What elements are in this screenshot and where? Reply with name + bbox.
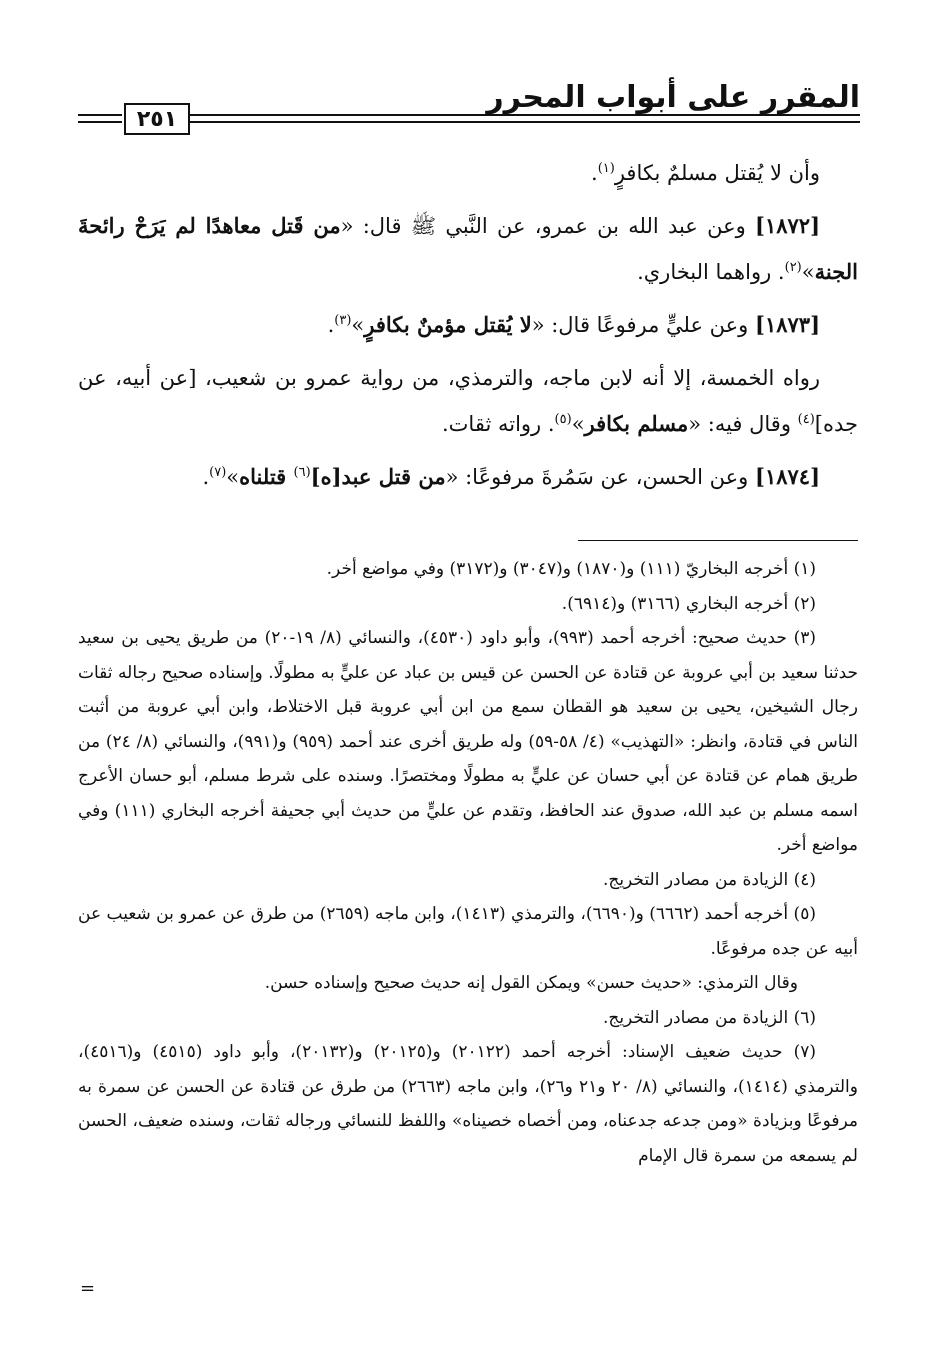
footnote: (١) أخرجه البخاريّ (١١١) و(١٨٧٠) و(٣٠٤٧) و(٣١٧٢) وفي مواضع أخر. xyxy=(326,559,816,579)
footnote: (٢) أخرجه البخاري (٣١٦٦) و(٦٩١٤). xyxy=(561,593,816,614)
text: وقال فيه: « xyxy=(688,412,798,436)
header-rule xyxy=(190,114,860,116)
paragraph xyxy=(78,355,858,447)
footnote-ref[interactable]: (٣) xyxy=(334,313,352,328)
hadith-number: [١٨٧٤] xyxy=(755,464,820,489)
hadith-1873 xyxy=(78,302,858,348)
hadith-quote: قتلناه xyxy=(239,464,294,489)
hadith-1874 xyxy=(78,454,858,500)
text: . xyxy=(202,465,210,489)
main-text xyxy=(78,150,858,507)
page-number: ٢٥١ xyxy=(124,103,190,135)
text: وعن عليٍّ مرفوعًا قال: « xyxy=(531,313,755,337)
footnote: (٥) أخرجه أحمد (٦٦٦٢) و(٦٦٩٠)، والترمذي (١٤١٣)، وابن ماجه (٢٦٥٩) من طرق عن عمرو بن شعيب عن أبيه عن جده مرفوعًا. xyxy=(78,904,858,959)
footnote: (٣) حديث صحيح: أخرجه أحمد (٩٩٣)، وأبو داود (٤٥٣٠)، والنسائي (٨/ ١٩-٢٠) من طريق يحيى بن سعيد حدثنا سعيد بن أبي عروبة عن قتادة عن الحسن عن قيس بن عباد عن عليٍّ به مطولًا. وإسناده صحيح رجاله ثقات رجال الشيخين، يحيى بن سعيد هو القطان سمع من ابن أبي عروبة قبل الاختلاط، وابن أبي عروبة من أثبت الناس في قتادة، وانظر: «التهذيب» (٤/ ٥٨-٥٩) وله طريق أخرى عند أحمد (٩٥٩) و(٩٩١)، والنسائي (٨/ ٢٤) من طريق همام عن قتادة عن أبي حسان عن عليٍّ به مطولًا ومختصرًا. وسنده على شرط مسلم، أبو حسان الأعرج اسمه مسلم بن عبد الله، صدوق عند الحافظ، وتقدم عن عليٍّ من حديث أبي جحيفة أخرجه البخاري (١١١) وفي مواضع أخر. xyxy=(78,628,859,855)
text: . xyxy=(591,161,598,185)
hadith-quote: لا يُقتل مؤمنٌ بكافرٍ xyxy=(364,312,532,337)
continuation-mark: = xyxy=(80,1278,96,1299)
footnotes xyxy=(78,552,858,1173)
footnote: (٧) حديث ضعيف الإسناد: أخرجه أحمد (٢٠١٢٢) و(٢٠١٢٥) و(٢٠١٣٢)، وأبو داود (٤٥١٥) و(٤٥١٦)، والترمذي (١٤١٤)، والنسائي (٨/ ٢٠ و٢١ و٢٦)، وابن ماجه (٢٦٦٣) من طرق عن قتادة عن الحسن عن سمرة به مرفوعًا وبزيادة «ومن جدعه جدعناه، ومن أخصاه خصيناه» واللفظ للنسائي ورجاله ثقات، وسنده ضعيف، الحسن لم يسمعه من سمرة قال الإمام xyxy=(78,1042,858,1166)
text: » xyxy=(801,260,815,284)
text: » xyxy=(351,313,365,337)
hadith-number: [١٨٧٣] xyxy=(755,312,820,337)
hadith-1872 xyxy=(78,203,858,295)
hadith-quote: مسلم بكافر xyxy=(584,411,689,436)
footnote-divider xyxy=(578,540,858,541)
hadith-quote: من قتل عبد[ه] xyxy=(310,464,446,489)
footnote-ref[interactable]: (٥) xyxy=(554,412,572,427)
paragraph xyxy=(78,150,858,196)
footnote: (٦) الزيادة من مصادر التخريج. xyxy=(602,1007,816,1028)
text: . رواته ثقات. xyxy=(441,412,555,436)
text: . xyxy=(327,313,335,337)
footnote-ref[interactable]: (٤) xyxy=(797,412,815,427)
footnote-ref[interactable]: (٢) xyxy=(784,260,802,275)
text: . رواهما البخاري. xyxy=(637,260,785,284)
text: وعن عبد الله بن عمرو، عن النَّبي ﷺ قال: « xyxy=(340,214,755,238)
footnote-ref[interactable]: (٧) xyxy=(209,465,227,480)
header-rule xyxy=(78,121,122,123)
header-rule xyxy=(78,114,122,116)
footnote-ref[interactable]: (١) xyxy=(597,161,615,176)
footnote-continuation: وقال الترمذي: «حديث حسن» ويمكن القول إنه حديث صحيح وإسناده حسن. xyxy=(264,973,798,993)
text: وأن لا يُقتل مسلمٌ بكافرٍ xyxy=(614,161,820,185)
hadith-quote: من قَتل معاهدًا لم يَرَحْ رائحةَ الجنة xyxy=(78,213,858,284)
text: وعن الحسن، عن سَمُرةَ مرفوعًا: « xyxy=(445,465,755,489)
footnote: (٤) الزيادة من مصادر التخريج. xyxy=(602,869,816,890)
hadith-number: [١٨٧٢] xyxy=(755,213,820,238)
header-rule xyxy=(190,121,860,123)
text: » xyxy=(226,465,240,489)
footnote-ref[interactable]: (٦) xyxy=(293,465,311,480)
page-header xyxy=(78,70,860,130)
text: » xyxy=(571,412,585,436)
book-title: المقرر على أبواب المحرر xyxy=(486,80,860,115)
text: رواه الخمسة، إلا أنه لابن ماجه، والترمذي، من رواية عمرو بن شعيب، [عن أبيه، عن جده] xyxy=(78,366,858,436)
